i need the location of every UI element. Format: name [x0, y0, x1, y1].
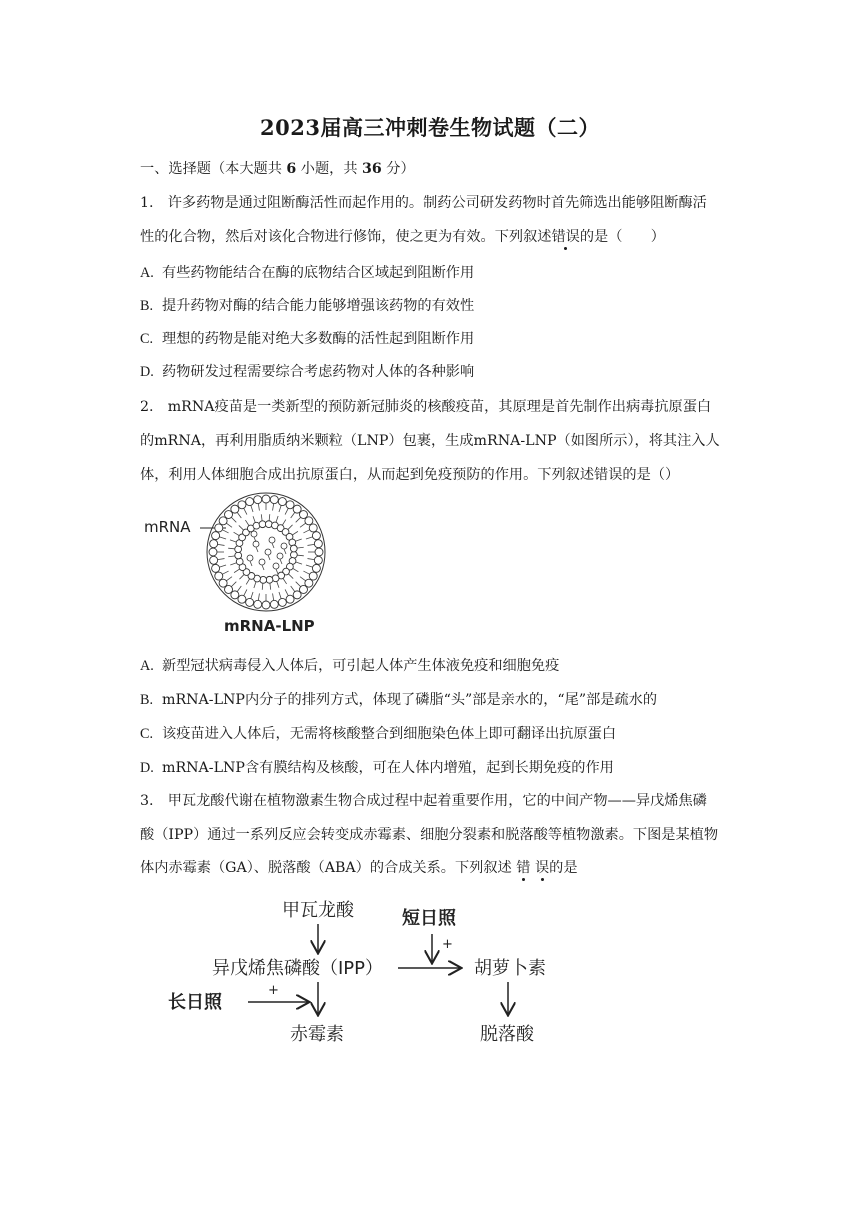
q3-stem-line1: 3. 甲瓦龙酸代谢在植物激素生物合成过程中起着重要作用，它的中间产物——异戊烯焦磷	[140, 793, 707, 809]
q1-option-b[interactable]: B. 提升药物对酶的结合能力能够增强该药物的有效性	[140, 298, 475, 314]
page-title: 2023届高三冲刺卷生物试题（二）	[260, 115, 600, 140]
ipp-label: 异戊烯焦磷酸（IPP）	[212, 958, 384, 979]
q2-option-d[interactable]: D. mRNA-LNP含有膜结构及核酸，可在人体内增殖，起到长期免疫的作用	[140, 760, 614, 776]
carotene-label: 胡萝卜素	[474, 958, 546, 979]
mevalonic-acid-label: 甲瓦龙酸	[282, 900, 354, 921]
q1-stem-line2: 性的化合物，然后对该化合物进行修饰，使之更为有效。下列叙述错误的是（ ）	[140, 229, 665, 245]
short-day-label: 短日照	[402, 908, 456, 929]
q1-option-d[interactable]: D. 药物研发过程需要综合考虑药物对人体的各种影响	[140, 364, 475, 380]
short-day-plus: +	[442, 937, 453, 952]
q3-stem-line3: 体内赤霉素（GA）、脱落酸（ABA）的合成关系。下列叙述 错 误的是	[140, 860, 578, 876]
lnp-particle	[207, 493, 325, 611]
mrna-lnp-figure	[140, 488, 360, 638]
q1-option-a[interactable]: A. 有些药物能结合在酶的底物结合区域起到阻断作用	[140, 265, 475, 281]
q2-stem-line2: 的mRNA，再利用脂质纳米颗粒（LNP）包裹，生成mRNA-LNP（如图所示），将其注入人	[140, 433, 720, 449]
hormone-pathway-diagram	[160, 890, 600, 1060]
section-heading: 一、选择题（本大题共 6 小题，共 36 分）	[140, 161, 415, 177]
figure-caption: mRNA-LNP	[224, 617, 315, 635]
q2-stem-line1: 2. mRNA疫苗是一类新型的预防新冠肺炎的核酸疫苗，其原理是首先制作出病毒抗原蛋白	[140, 399, 712, 415]
mrna-label: mRNA	[144, 518, 191, 536]
gibberellin-label: 赤霉素	[290, 1024, 344, 1045]
q3-stem-line2: 酸（IPP）通过一系列反应会转变成赤霉素、细胞分裂素和脱落酸等植物激素。下图是某植物	[140, 827, 719, 843]
long-day-label: 长日照	[168, 992, 222, 1013]
q2-option-c[interactable]: C. 该疫苗进入人体后，无需将核酸整合到细胞染色体上即可翻译出抗原蛋白	[140, 726, 617, 742]
emphasis-text: 错误	[551, 229, 580, 245]
q2-option-b[interactable]: B. mRNA-LNP内分子的排列方式，体现了磷脂“头”部是亲水的，“尾”部是疏水的	[140, 692, 658, 708]
q1-stem-line1: 1. 许多药物是通过阻断酶活性而起作用的。制药公司研发药物时首先筛选出能够阻断酶活	[140, 195, 707, 211]
q1-option-c[interactable]: C. 理想的药物是能对绝大多数酶的活性起到阻断作用	[140, 331, 475, 347]
abscisic-acid-label: 脱落酸	[480, 1024, 534, 1045]
q2-stem-line3: 体，利用人体细胞合成出抗原蛋白，从而起到免疫预防的作用。下列叙述错误的是（）	[140, 467, 680, 483]
q2-option-a[interactable]: A. 新型冠状病毒侵入人体后，可引起人体产生体液免疫和细胞免疫	[140, 658, 560, 674]
long-day-plus: +	[268, 983, 279, 998]
